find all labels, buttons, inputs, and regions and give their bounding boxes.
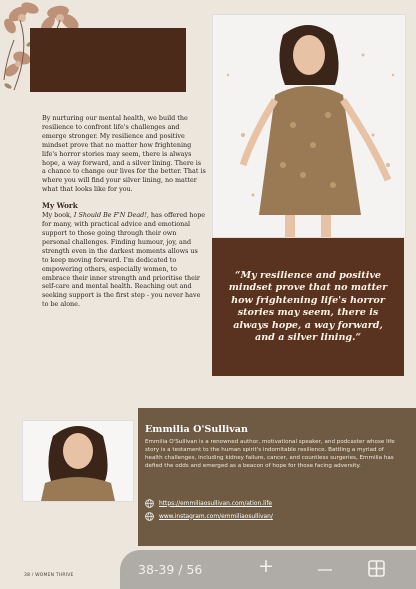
section-heading: My Work xyxy=(42,201,78,211)
page-counter: 38-39 / 56 xyxy=(138,562,203,577)
pull-quote: “My resilience and positive mindset prove that no matter how frightening life's horror stories may seem, there is always hope, a way forward, and a silver lining.“ xyxy=(228,269,388,343)
intro-paragraph: By nurturing our mental health, we build the resilience to confront life's challenges and emerge stronger. My resilience and positive mindset prove that no matter how frightening life's horror stories may seem, there is always hope, a way forward, and a silver lining. There is a chance to change our lives for the better. That is where you will find your silver lining, no matter what that looks like for you. xyxy=(42,114,206,194)
globe-icon xyxy=(145,512,154,521)
header-accent-bar xyxy=(30,28,186,92)
page-footer: 38 / WOMEN THRIVE xyxy=(24,573,74,578)
article-body xyxy=(42,114,206,316)
author-photo xyxy=(212,14,406,238)
work-rest: , has offered hope for many, with practical advice and emotional support to those going through their own personal challenges. Finding humour, joy, and strength even in the darkest moments allows us to keep moving forward. I'm dedicated to empowering others, especially women, to embrace their inner strength and prioritise their self-care and mental health. Reaching out and seeking support is the first step - you never have to be alone. xyxy=(42,211,206,309)
work-prefix: My book, xyxy=(42,211,74,220)
grid-icon[interactable] xyxy=(368,560,385,577)
book-title: I Should Be F'N Dead! xyxy=(73,211,147,220)
bio-text: Emmilia O'Sullivan is a renowned author, motivational speaker, and podcaster whose life story is a testament to the human spirit's indomitable resilience. Battling a myriad of health challenges, including kidney failure, cancer, and countless surgeries, Emmilia has defied the odds and emerged as a beacon of hope for those facing adversity. xyxy=(145,439,395,469)
pull-quote-box xyxy=(212,238,404,376)
instagram-link[interactable] xyxy=(145,512,273,521)
website-link[interactable] xyxy=(145,499,272,508)
globe-icon xyxy=(145,499,154,508)
bio-name: Emmilia O'Sullivan xyxy=(145,424,249,435)
website-link-text[interactable]: https://emmiliaosullivan.com/ation.life xyxy=(159,500,273,507)
minus-icon[interactable] xyxy=(318,569,332,571)
instagram-link-text[interactable]: www.instagram.com/emmiliaosullivan/ xyxy=(159,513,273,520)
work-paragraph xyxy=(42,211,206,309)
plus-icon[interactable]: + xyxy=(258,555,274,577)
bio-photo xyxy=(22,420,134,502)
